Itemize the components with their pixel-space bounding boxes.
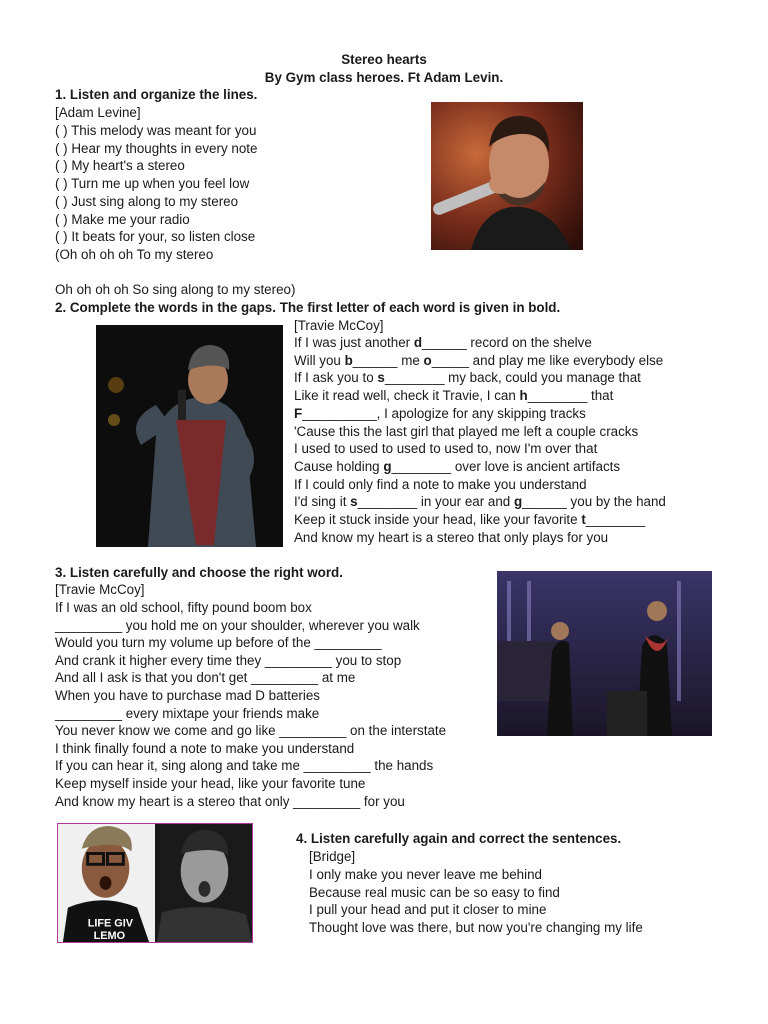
section3-line: And crank it higher every time they _________ you to stop (55, 652, 402, 668)
two-artists-portrait-photo (57, 823, 253, 943)
section2-line: If I ask you to s________ my back, could you manage that (294, 370, 641, 386)
section1-singer: [Adam Levine] (55, 105, 141, 120)
section2-singer: [Travie McCoy] (294, 318, 384, 333)
section4-heading: 4. Listen carefully again and correct the sentences. (296, 831, 622, 846)
section3-line: Keep myself inside your head, like your favorite tune (55, 776, 366, 791)
section2-line: If I was just another d______ record on the shelve (294, 335, 592, 350)
section2-line: Keep it stuck inside your head, like your favorite t________ (294, 512, 646, 527)
section4-line: I only make you never leave me behind (309, 867, 542, 882)
section2-line: I used to used to used to used to, now I'm over that (294, 441, 598, 457)
section3-line: _________ you hold me on your shoulder, wherever you walk (55, 617, 420, 633)
section1-line: ( ) Turn me up when you feel low (55, 176, 250, 192)
section3-heading: 3. Listen carefully and choose the right word. (55, 565, 343, 580)
section2-line: F__________, I apologize for any skipping tracks (294, 405, 586, 421)
section1-heading: 1. Listen and organize the lines. (55, 87, 258, 102)
section2-line: Like it read well, check it Travie, I can h________ that (294, 388, 614, 404)
section2-heading: 2. Complete the words in the gaps. The first letter of each word is given in bold. (55, 300, 561, 315)
section3-line: And know my heart is a stereo that only _________ for you (55, 793, 405, 809)
section1-line: ( ) Hear my thoughts in every note (55, 140, 258, 156)
section1-line: ( ) It beats for your, so listen close (55, 229, 256, 245)
section3-singer: [Travie McCoy] (55, 582, 145, 597)
section3-line: If I was an old school, fifty pound boom box (55, 600, 312, 615)
section3-line: And all I ask is that you don't get _________ at me (55, 670, 356, 686)
section3-line: When you have to purchase mad D batteries (55, 688, 320, 703)
section2-line: I'd sing it s________ in your ear and g______ you by the hand (294, 494, 666, 510)
section3-line: I think finally found a note to make you understand (55, 740, 355, 756)
section1-line: (Oh oh oh oh To my stereo (55, 246, 214, 262)
section4-singer: [Bridge] (309, 849, 356, 864)
svg-text:LIFE GIV: LIFE GIV (87, 917, 134, 930)
section3-line: If you can hear it, sing along and take me _________ the hands (55, 758, 434, 774)
section2-line: 'Cause this the last girl that played me left a couple cracks (294, 423, 639, 439)
section1-line: ( ) Make me your radio (55, 211, 190, 227)
band-performing-photo (497, 571, 712, 736)
singer-with-microphone-photo (431, 102, 583, 250)
section4-line: I pull your head and put it closer to mine (309, 902, 547, 918)
section4-line: Because real music can be so easy to find (309, 884, 560, 900)
section2-line: Cause holding g________ over love is ancient artifacts (294, 458, 621, 474)
section1-line: ( ) Just sing along to my stereo (55, 193, 239, 209)
section4-line: Thought love was there, but now you're changing my life (309, 920, 643, 936)
section3-line: You never know we come and go like _________ on the interstate (55, 723, 447, 739)
section2-line: If I could only find a note to make you understand (294, 476, 587, 492)
section1-line: ( ) This melody was meant for you (55, 123, 257, 138)
document-title: Stereo hearts (341, 52, 427, 67)
section3-line: Would you turn my volume up before of the _________ (55, 635, 382, 651)
section2-line: Will you b______ me o_____ and play me like everybody else (294, 352, 664, 368)
section1-closing-line: Oh oh oh oh So sing along to my stereo) (55, 282, 296, 297)
section3-line: _________ every mixtape your friends make (55, 705, 320, 721)
section2-line: And know my heart is a stereo that only plays for you (294, 529, 609, 545)
rapper-on-stage-photo (96, 325, 283, 547)
section1-line: ( ) My heart's a stereo (55, 158, 185, 174)
document-subtitle: By Gym class heroes. Ft Adam Levin. (264, 70, 504, 85)
svg-text:LEMO: LEMO (93, 930, 126, 942)
